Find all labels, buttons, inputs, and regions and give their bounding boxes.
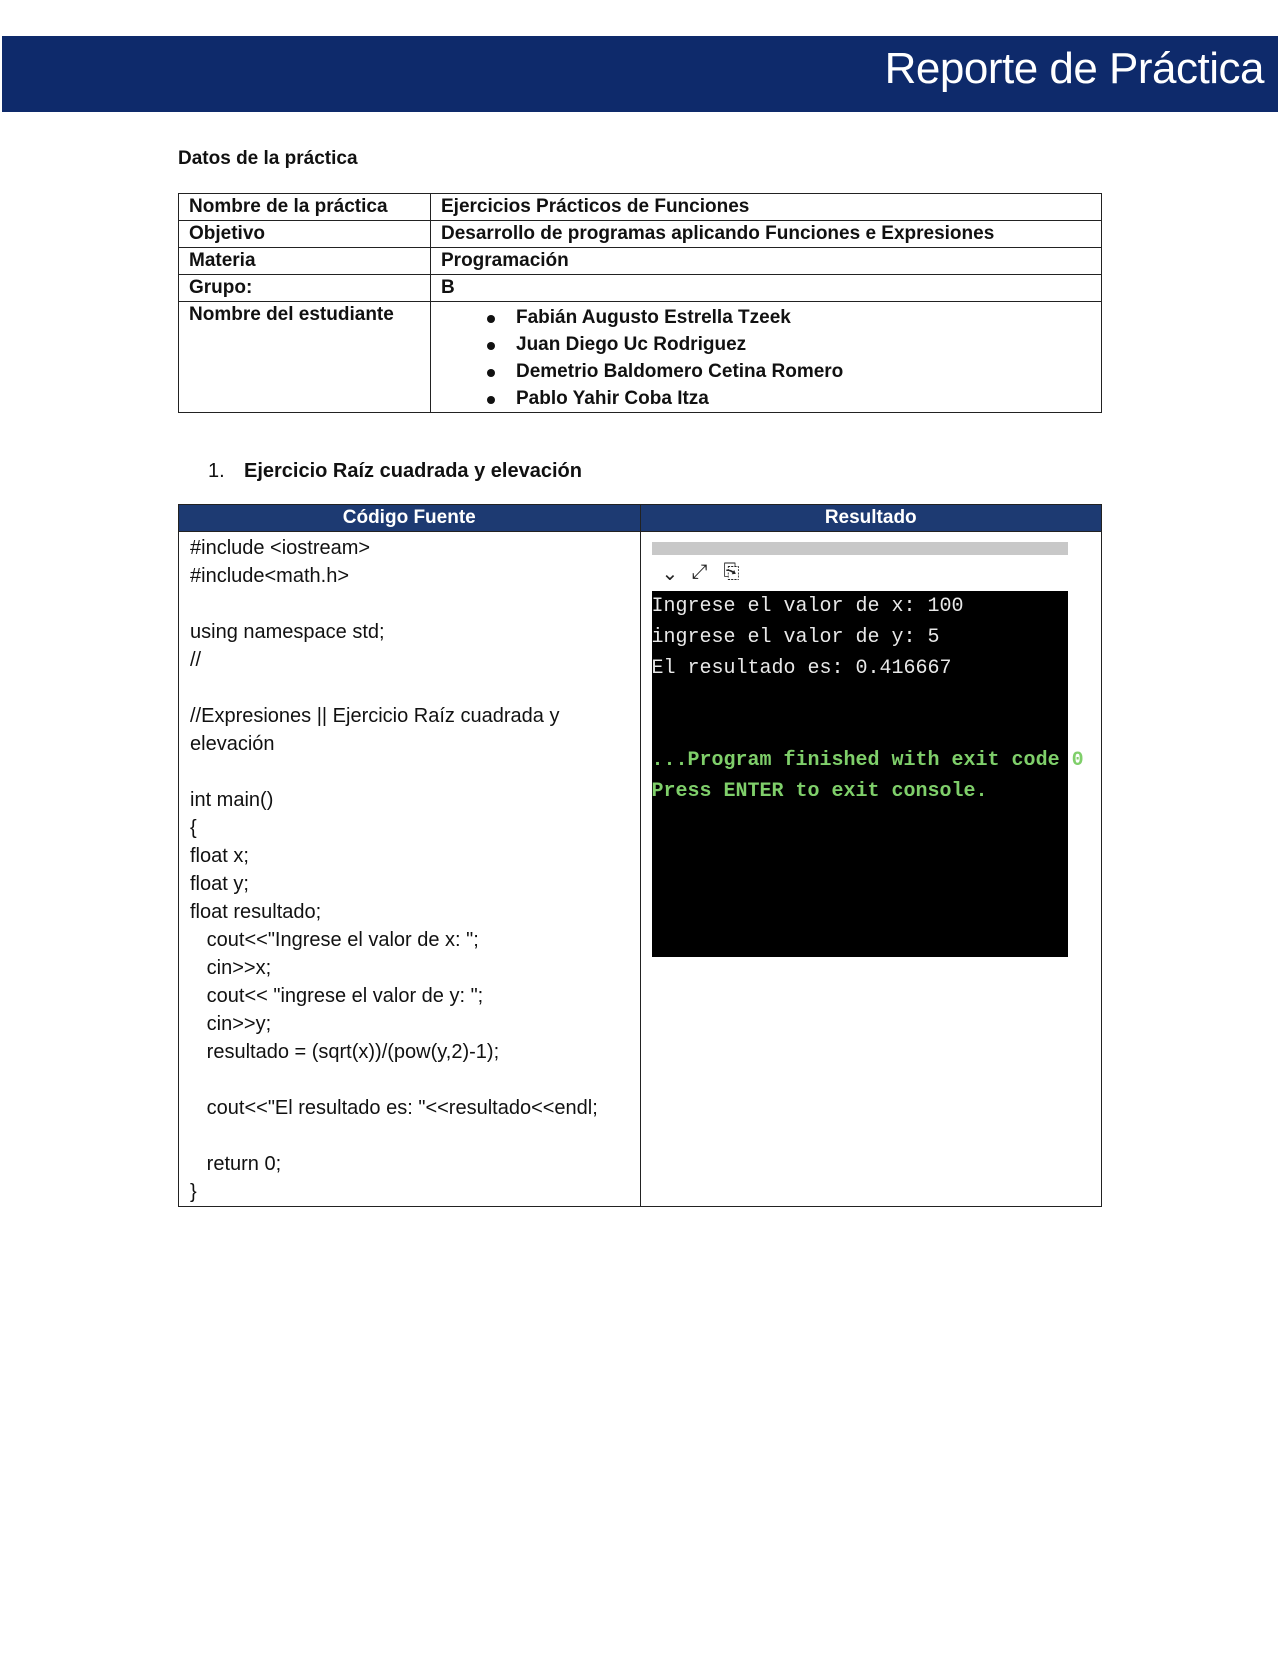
list-item xyxy=(441,304,1091,331)
student-name: Demetrio Baldomero Cetina Romero xyxy=(516,361,844,382)
console-line: El resultado es: 0.416667 xyxy=(651,657,952,680)
list-item xyxy=(441,331,1091,358)
document-title: Reporte de Práctica xyxy=(884,44,1264,93)
row-label: Nombre de la práctica xyxy=(179,194,431,221)
table-row xyxy=(179,194,1102,221)
row-label: Materia xyxy=(179,248,431,275)
exercise-number: 1. xyxy=(208,460,225,482)
student-name: Fabián Augusto Estrella Tzeek xyxy=(516,307,791,328)
bullet-icon xyxy=(487,342,495,350)
row-value: B xyxy=(431,275,1102,302)
console-finish-line: ...Program finished with exit code 0 xyxy=(651,749,1084,772)
expand-icon[interactable]: ⤢ xyxy=(691,561,708,583)
list-item xyxy=(441,385,1091,412)
students-list xyxy=(441,304,1091,412)
section-heading-practice-data: Datos de la práctica xyxy=(178,148,358,169)
console-line: ingrese el valor de y: 5 xyxy=(651,626,940,649)
code-column-header: Código Fuente xyxy=(179,505,641,532)
console-output xyxy=(651,591,1084,957)
practice-data-table xyxy=(178,193,1102,413)
bullet-icon xyxy=(487,315,495,323)
exercise-table xyxy=(178,504,1102,1207)
bullet-icon xyxy=(487,369,495,377)
row-value: Desarrollo de programas aplicando Funciones e Expresiones xyxy=(431,221,1102,248)
exercise-title: Ejercicio Raíz cuadrada y elevación xyxy=(244,460,582,482)
chevron-down-icon[interactable]: ⌄ xyxy=(661,563,679,585)
console-line: Ingrese el valor de x: 100 xyxy=(651,595,964,618)
row-value: Ejercicios Prácticos de Funciones xyxy=(431,194,1102,221)
header-band xyxy=(2,36,1278,112)
source-code: #include <iostream> #include<math.h> using namespace std; // //Expresiones || Ejercicio Raíz cuadrada y elevación int main() { float x; float y; float resultado; cout<<"Ingrese el valor de x: "; cin>>x; cout<< "ingrese el valor de y: "; cin>>y; resultado = (sqrt(x))/(pow(y,2)-1); cout<<"El resultado es: "<<resultado<<endl; return 0; } xyxy=(190,537,598,1203)
table-row xyxy=(179,221,1102,248)
bullet-icon xyxy=(487,396,495,404)
table-header-row xyxy=(179,505,1102,532)
console-finish-line: Press ENTER to exit console. xyxy=(651,780,988,803)
student-name: Pablo Yahir Coba Itza xyxy=(516,388,709,409)
code-cell xyxy=(179,532,641,1207)
table-row xyxy=(179,275,1102,302)
row-value: Programación xyxy=(431,248,1102,275)
table-row xyxy=(179,302,1102,413)
console-toolbar xyxy=(652,555,1068,591)
row-label: Objetivo xyxy=(179,221,431,248)
student-name: Juan Diego Uc Rodriguez xyxy=(516,334,747,355)
result-column-header: Resultado xyxy=(640,505,1102,532)
table-row xyxy=(179,532,1102,1207)
table-row xyxy=(179,248,1102,275)
copy-icon[interactable]: ⎘ xyxy=(723,561,740,583)
exercise-heading xyxy=(208,460,582,483)
console-titlebar xyxy=(652,542,1068,555)
console-screenshot xyxy=(651,542,1084,952)
row-label: Grupo: xyxy=(179,275,431,302)
list-item xyxy=(441,358,1091,385)
students-label: Nombre del estudiante xyxy=(179,302,431,413)
students-cell xyxy=(431,302,1102,413)
result-cell xyxy=(640,532,1102,1207)
